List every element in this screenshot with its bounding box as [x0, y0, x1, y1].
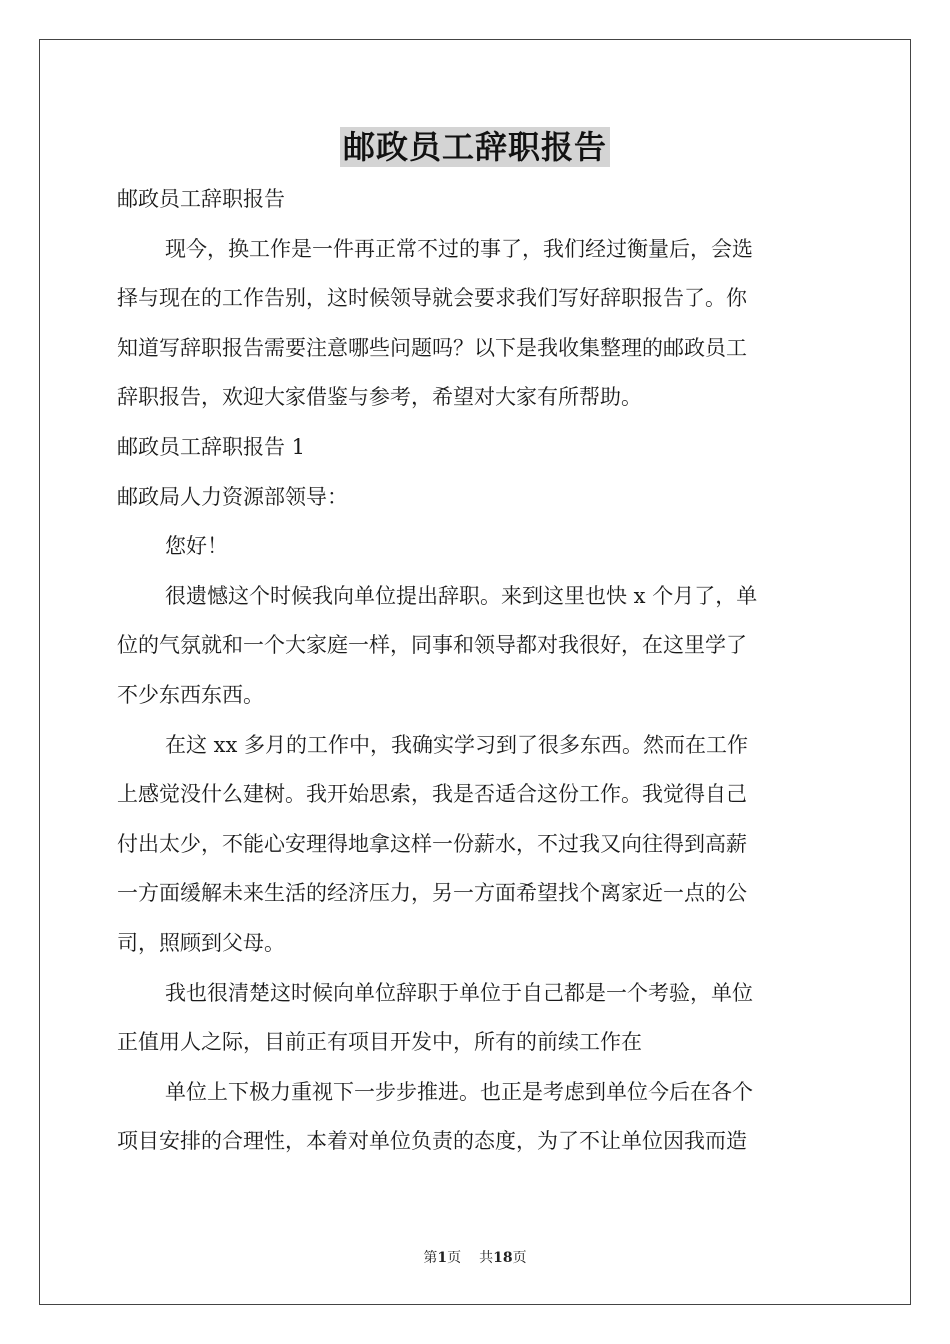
text-line: 现今，换工作是一件再正常不过的事了，我们经过衡量后，会选 [165, 236, 753, 261]
page-suffix: 页 [447, 1250, 462, 1266]
text-line: 辞职报告，欢迎大家借鉴与参考，希望对大家有所帮助。 [117, 385, 642, 410]
text-line: 司，照顾到父母。 [117, 930, 285, 955]
text-line: 邮政员工辞职报告 1 [117, 434, 306, 459]
title-container [0, 127, 950, 167]
text-line: 知道写辞职报告需要注意哪些问题吗？以下是我收集整理的邮政员工 [117, 335, 747, 360]
page-footer [0, 1248, 950, 1268]
text-line: 一方面缓解未来生活的经济压力，另一方面希望找个离家近一点的公 [117, 881, 747, 906]
text-line: 项目安排的合理性，本着对单位负责的态度，为了不让单位因我而造 [117, 1129, 747, 1154]
total-prefix: 共 [479, 1250, 494, 1266]
text-line: 位的气氛就和一个大家庭一样，同事和领导都对我很好，在这里学了 [117, 633, 747, 658]
text-line: 在这 xx 多月的工作中，我确实学习到了很多东西。然而在工作 [165, 732, 749, 757]
text-line: 您好！ [165, 534, 228, 559]
text-line: 不少东西东西。 [117, 682, 264, 707]
text-line: 付出太少，不能心安理得地拿这样一份薪水，不过我又向往得到高薪 [117, 831, 747, 856]
document-body [117, 175, 835, 1167]
text-line: 很遗憾这个时候我向单位提出辞职。来到这里也快 x 个月了，单 [165, 583, 758, 608]
text-line: 邮政员工辞职报告 [117, 187, 285, 211]
text-line: 我也很清楚这时候向单位辞职于单位于自己都是一个考验，单位 [165, 980, 753, 1005]
text-line: 上感觉没什么建树。我开始思索，我是否适合这份工作。我觉得自己 [117, 782, 747, 807]
page-number: 1 [437, 1250, 448, 1266]
document-title: 邮政员工辞职报告 [340, 127, 610, 167]
text-line: 邮政局人力资源部领导： [117, 484, 348, 509]
text-line: 正值用人之际，目前正有项目开发中，所有的前续工作在 [117, 1030, 642, 1055]
total-pages: 18 [493, 1250, 513, 1266]
text-line: 择与现在的工作告别，这时候领导就会要求我们写好辞职报告了。你 [117, 286, 747, 311]
text-line: 单位上下极力重视下一步步推进。也正是考虑到单位今后在各个 [165, 1079, 753, 1104]
page-prefix: 第 [423, 1250, 438, 1266]
total-suffix: 页 [512, 1250, 527, 1266]
